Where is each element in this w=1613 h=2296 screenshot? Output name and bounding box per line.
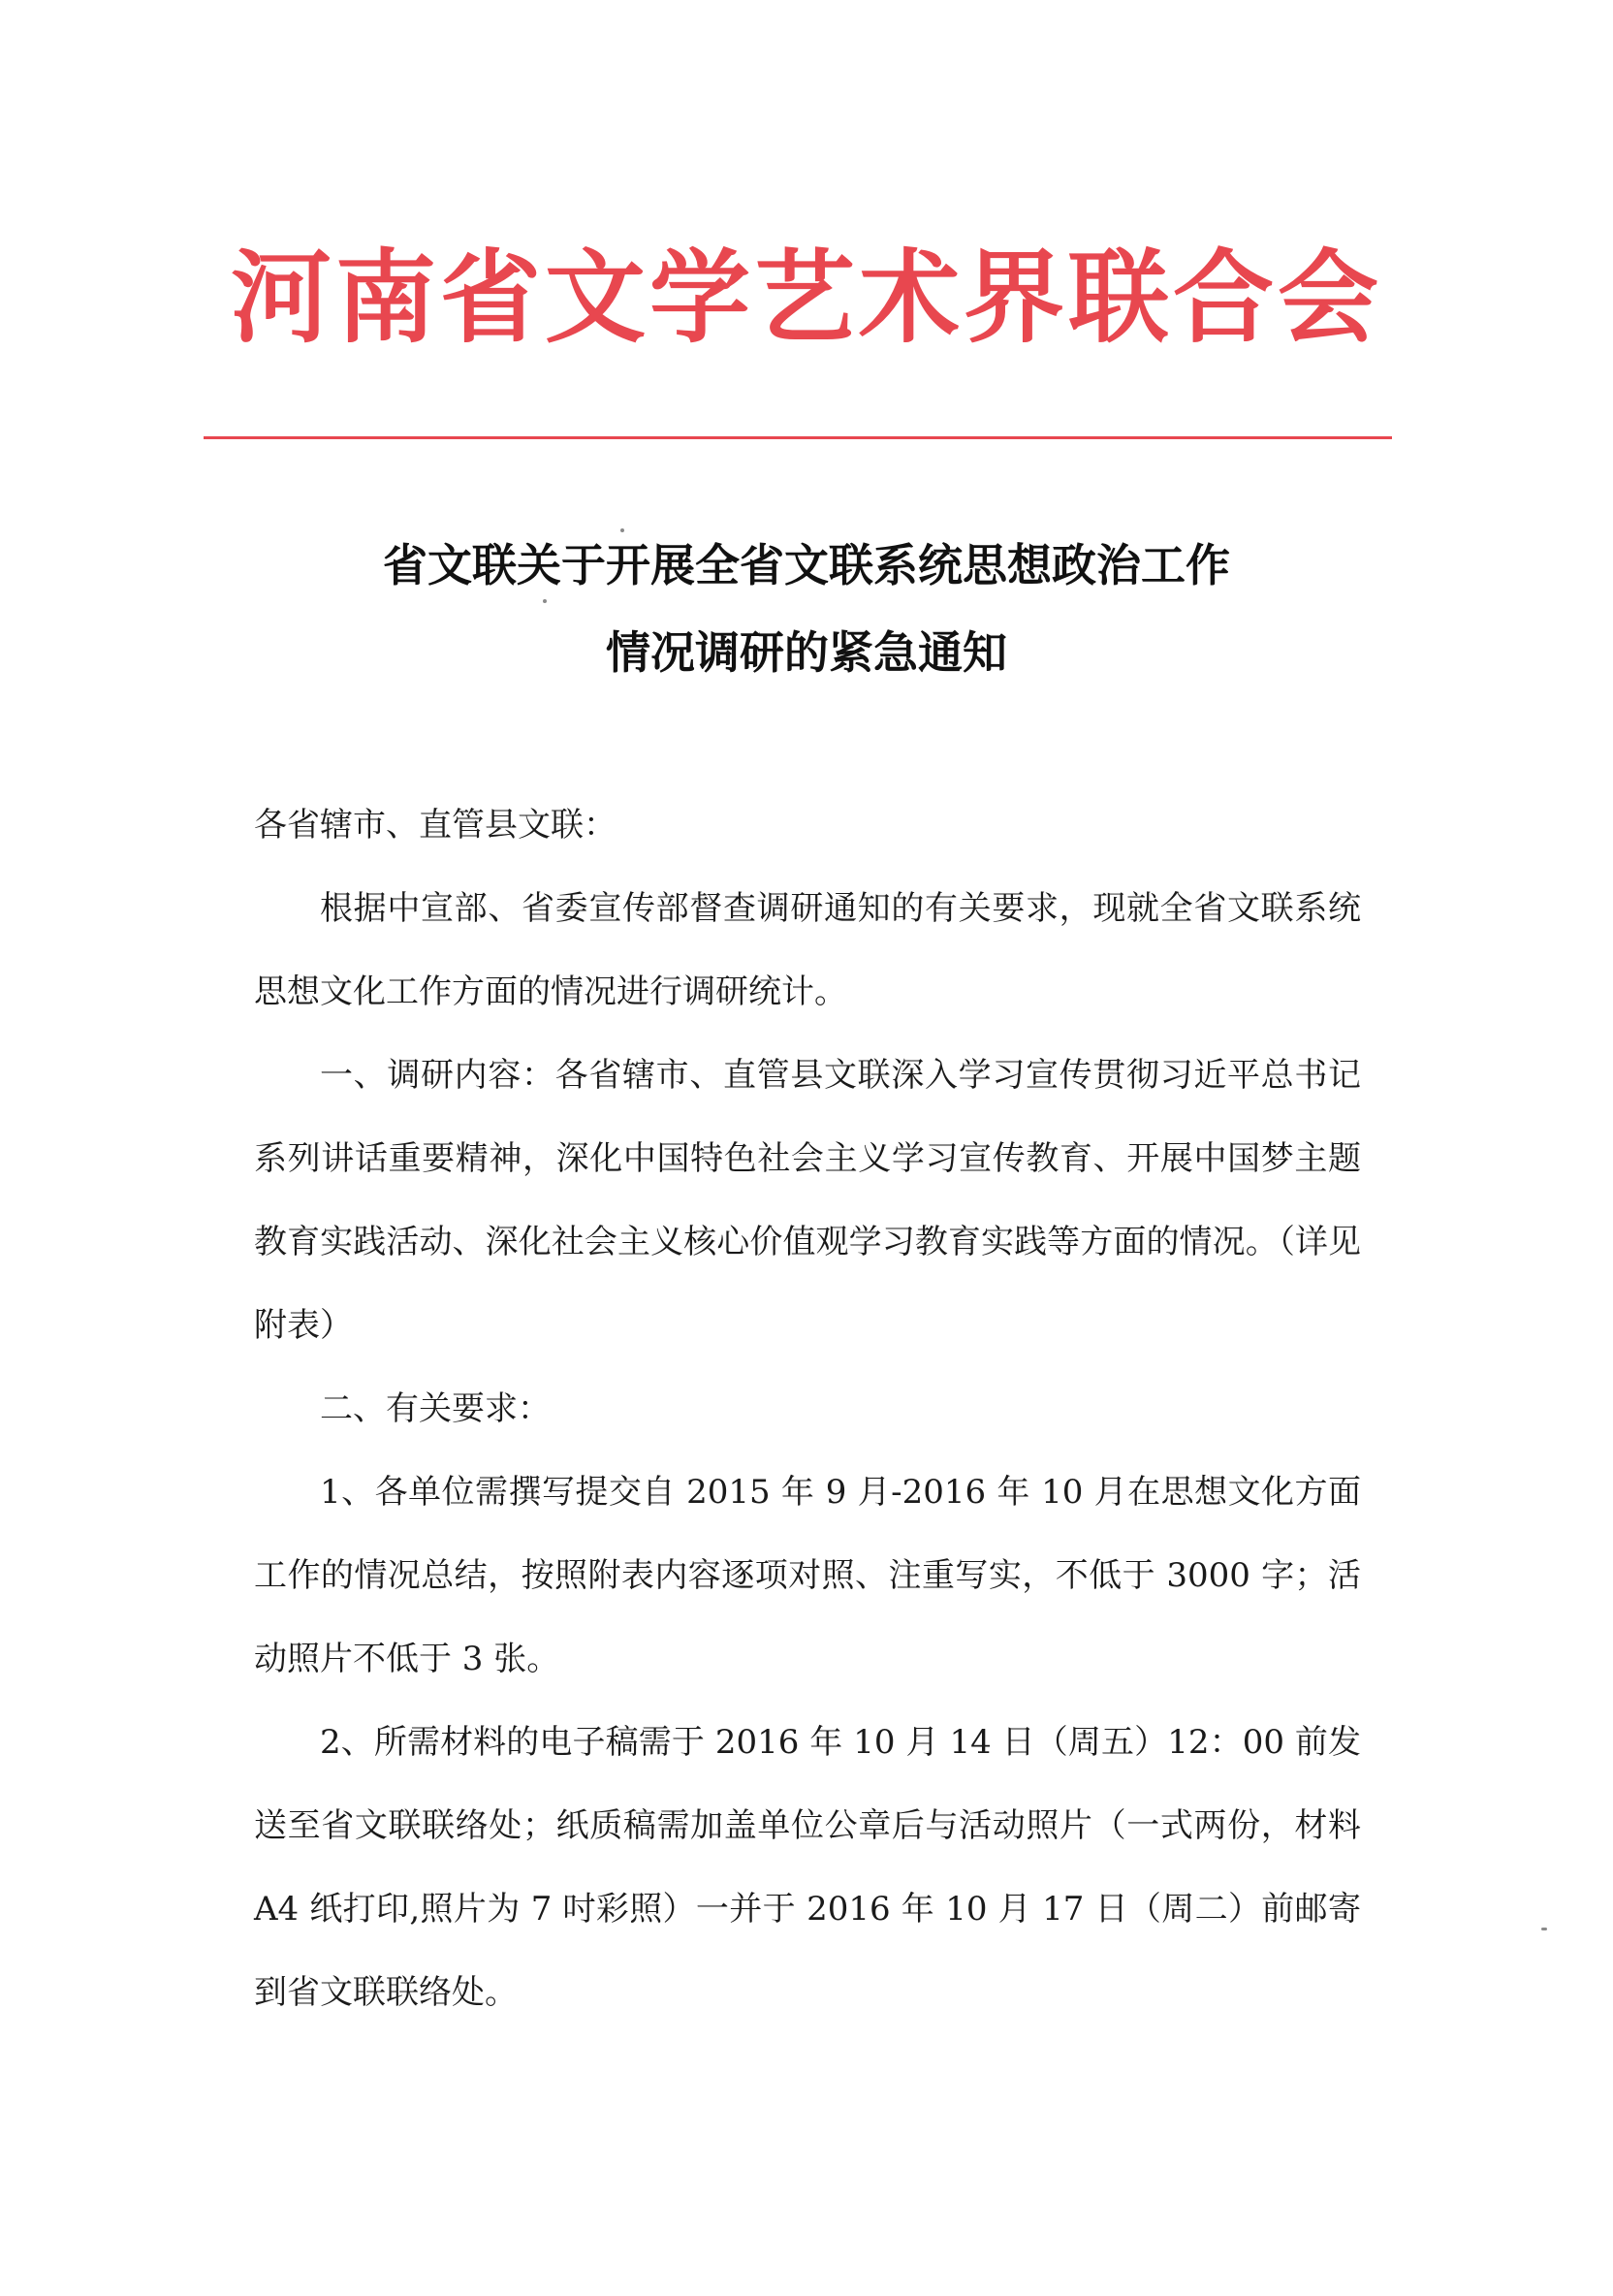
scan-speck (1541, 1928, 1547, 1930)
document-title-line-1: 省文联关于开展全省文联系统思想政治工作 (383, 539, 1230, 591)
letterhead-org-name: 河南省文学艺术界联合会 (230, 238, 1382, 357)
document-body (254, 783, 1361, 2034)
scan-speck (620, 528, 624, 532)
document-title-line-2: 情况调研的紧急通知 (606, 626, 1007, 679)
salutation: 各省辖市、直管县文联： (254, 806, 617, 845)
body-paragraph-intro: 根据中宣部、省委宣传部督查调研通知的有关要求，现就全省文联系统思想文化工作方面的情况进行调研统计。 (254, 889, 1361, 1011)
scan-speck (543, 599, 547, 603)
body-paragraph-requirement-2: 2、所需材料的电子稿需于 2016 年 10 月 14 日（周五）12：00 前发送至省文联联络处；纸质稿需加盖单位公章后与活动照片（一式两份，材料 A4 纸打印,照片为 7 吋彩照）一并于 2016 年 10 月 17 日（周二）前邮寄到省文联联络处。 (254, 1723, 1361, 2012)
body-paragraph-requirements-heading: 二、有关要求： (320, 1389, 551, 1428)
letterhead-red-rule (204, 436, 1392, 439)
body-paragraph-requirement-1: 1、各单位需撰写提交自 2015 年 9 月-2016 年 10 月在思想文化方面工作的情况总结，按照附表内容逐项对照、注重写实，不低于 3000 字；活动照片不低于 3 张。 (254, 1473, 1361, 1678)
body-paragraph-research-content: 一、调研内容：各省辖市、直管县文联深入学习宣传贯彻习近平总书记系列讲话重要精神，深化中国特色社会主义学习宣传教育、开展中国梦主题教育实践活动、深化社会主义核心价值观学习教育实践等方面的情况。（详见附表） (254, 1056, 1361, 1345)
